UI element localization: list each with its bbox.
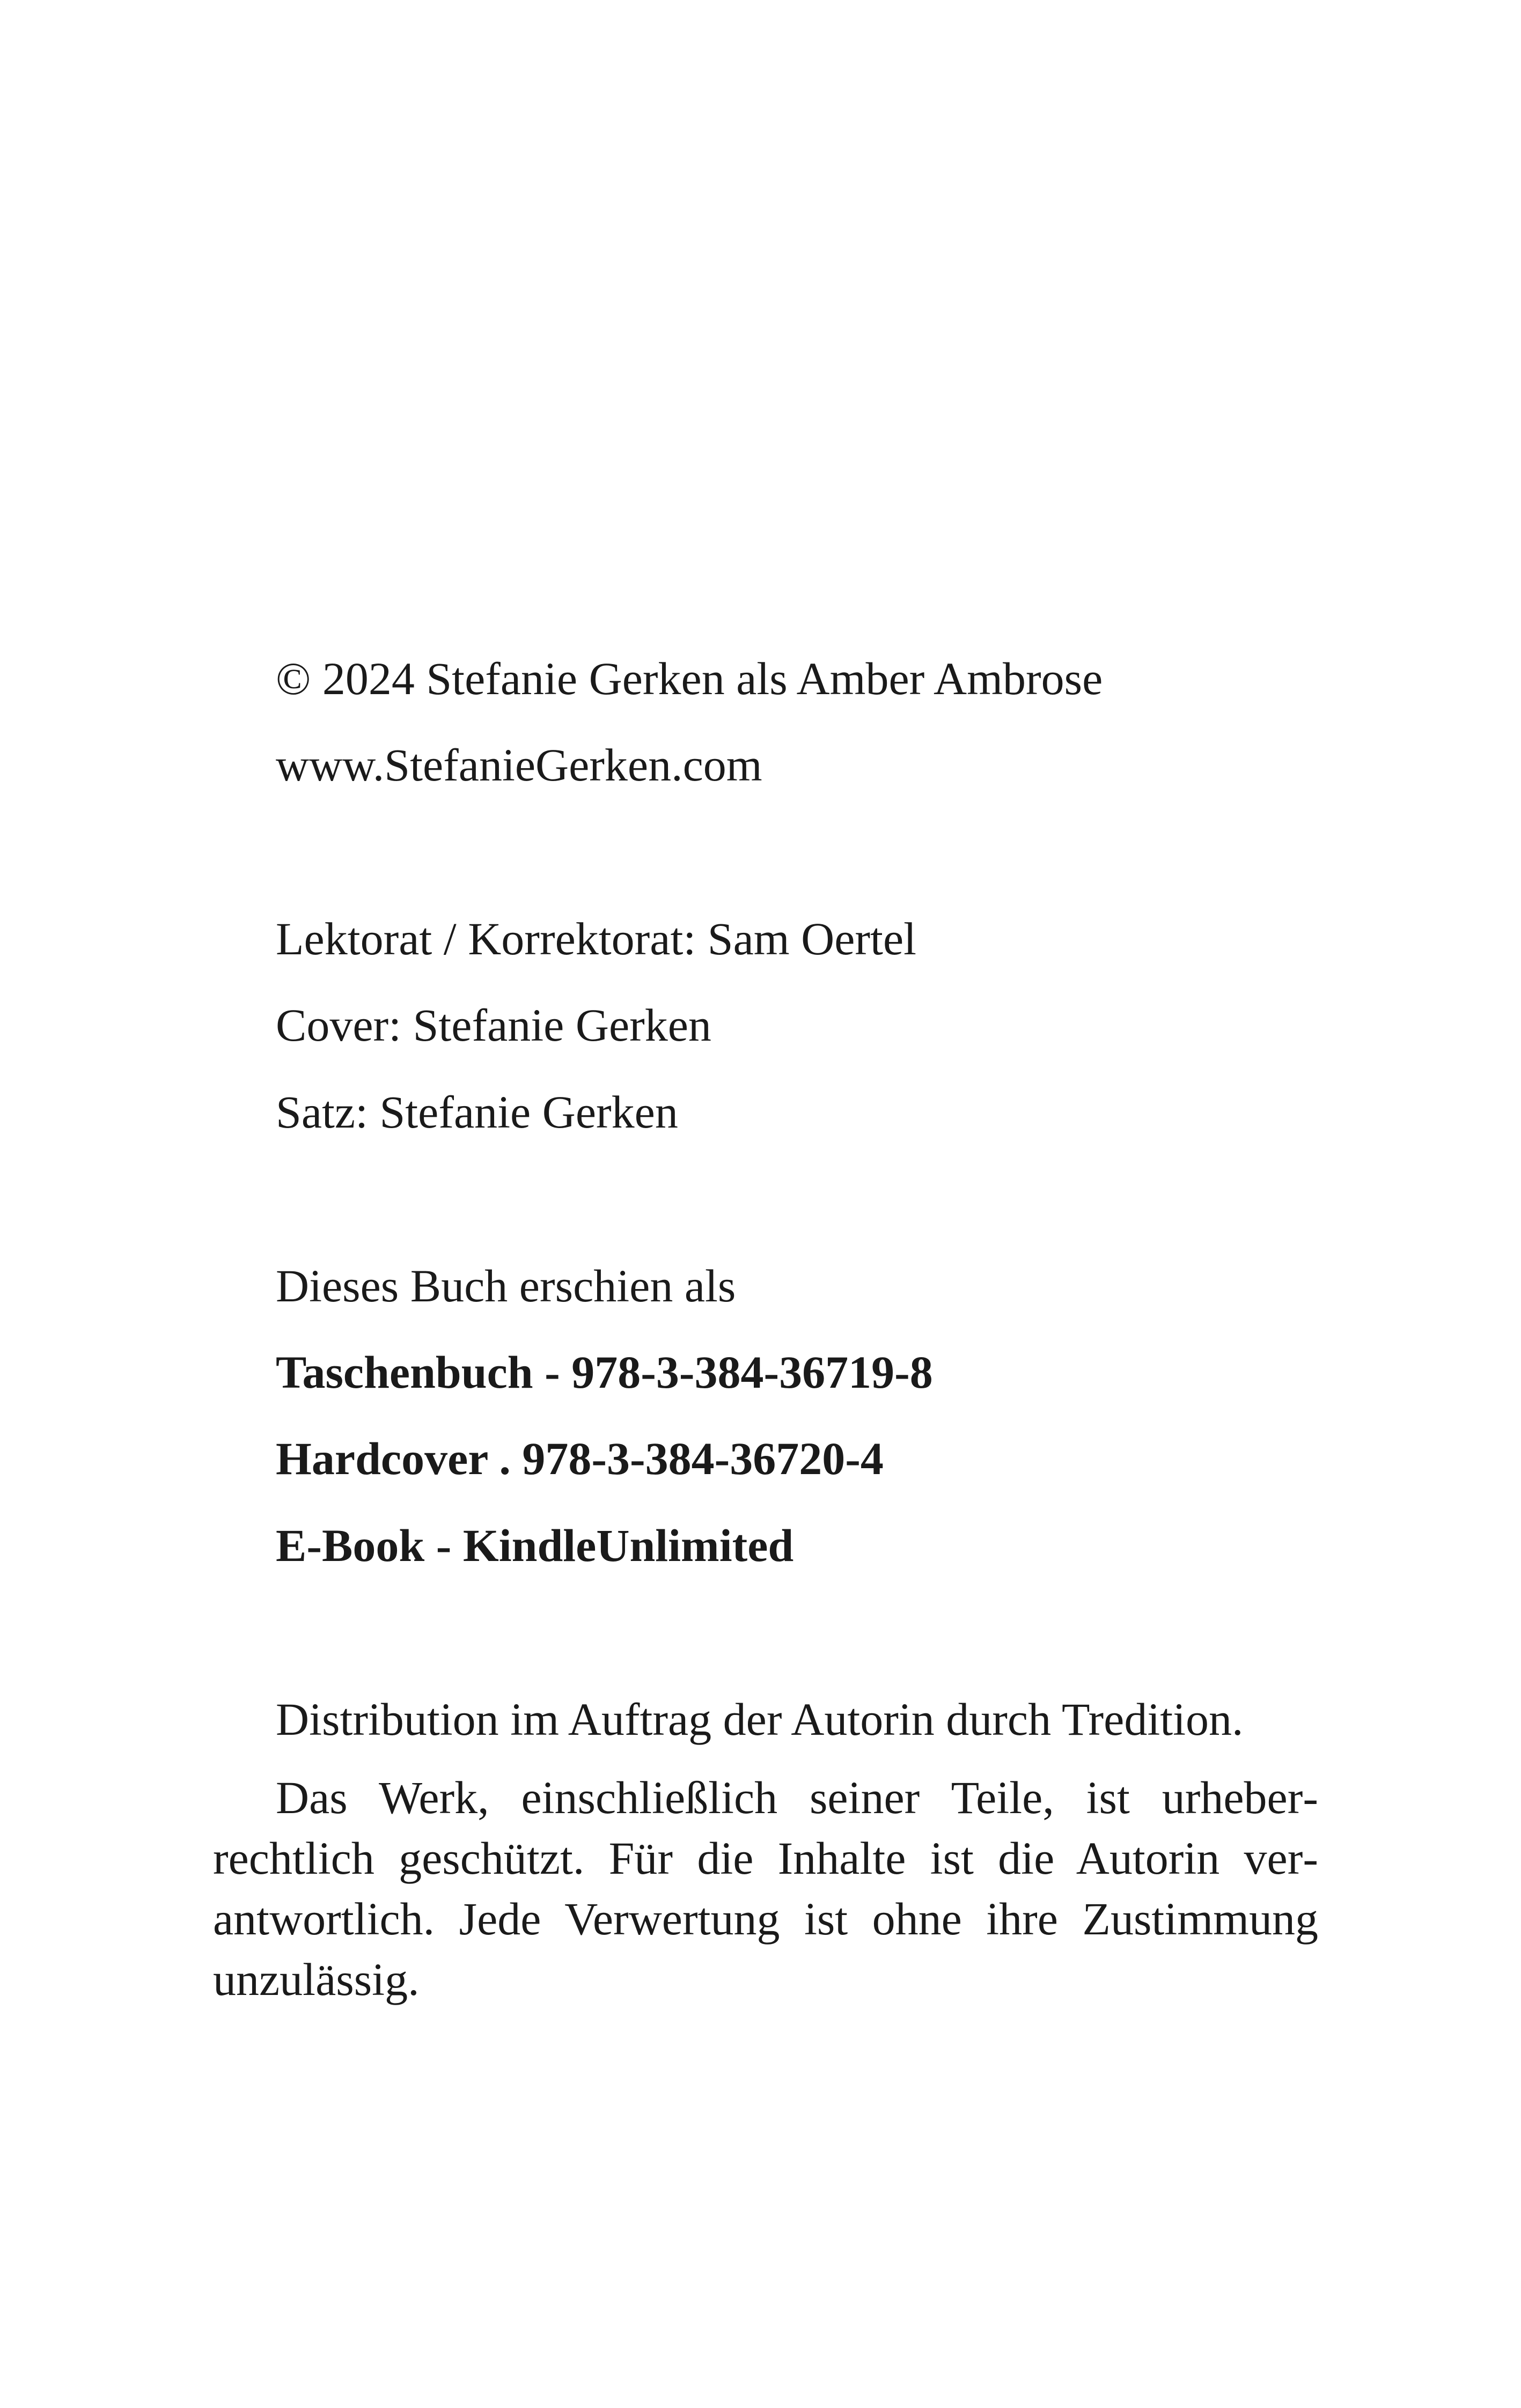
ebook-edition: E-Book - KindleUnlimited <box>276 1520 794 1571</box>
cover-credit: Cover: Stefanie Gerken <box>276 999 711 1051</box>
copyright-line: © 2024 Stefanie Gerken als Amber Ambrose <box>276 653 1103 704</box>
paperback-edition: Taschenbuch - 978-3-384-36719-8 <box>276 1346 933 1398</box>
editions-intro: Dieses Buch erschien als <box>276 1260 736 1312</box>
hardcover-edition: Hardcover . 978-3-384-36720-4 <box>276 1433 884 1484</box>
distribution-note: Distribution im Auftrag der Autorin durch Tredition. <box>276 1693 1244 1745</box>
website-line: www.StefanieGerken.com <box>276 739 762 791</box>
typesetting-credit: Satz: Stefanie Gerken <box>276 1086 678 1138</box>
copyright-notice-paragraph: Das Werk, einschließlich seiner Teile, ist urheberrechtlich geschützt. Für die Inhalte ist die Autorin verantwortlich. Jede Verwertung ist ohne ihre Zustimmung unzulässig. <box>213 1772 1318 2005</box>
editing-credit: Lektorat / Korrektorat: Sam Oertel <box>276 913 917 964</box>
